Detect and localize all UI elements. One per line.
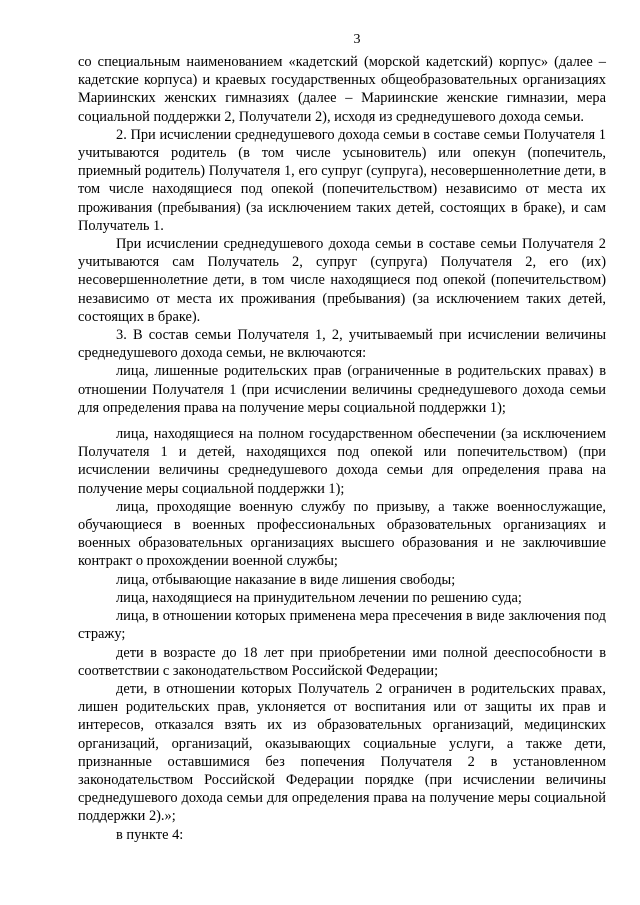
paragraph-clause-3: 3. В состав семьи Получателя 1, 2, учитываемый при исчислении величины среднедушевого дохода семьи, не включаются: [78, 327, 606, 362]
list-item-restricted-rights-children: дети, в отношении которых Получатель 2 ограничен в родительских правах, лишен родительских прав, уклоняется от воспитания или от защиты их прав и интересов, отказался взять их из образовательных организаций, медицинских организаций, организаций, оказывающих социальные услуги, а также дети, признанные оставшимися без попечения Получателя 2 в установленном законодательством Российской Федерации порядке (при исчислении величины среднедушевого дохода семьи для определения права на получение меры социальной поддержки 2).»; [78, 680, 606, 825]
list-item-deprived-parents: лица, лишенные родительских прав (ограниченные в родительских правах) в отношении Получателя 1 (при исчислении величины среднедушевого дохода семьи для определения права на получение меры социальной поддержки 1); [78, 363, 606, 416]
list-item-military: лица, проходящие военную службу по призыву, а также военнослужащие, обучающиеся в военных профессиональных образовательных организациях и военных образовательных организациях высшего образования и не заключившие контракт о прохождении военной службы; [78, 498, 606, 570]
list-item-custody: лица, в отношении которых применена мера пресечения в виде заключения под стражу; [78, 608, 606, 643]
list-item-emancipated-children: дети в возрасте до 18 лет при приобретении ими полной дееспособности в соответствии с законодательством Российской Федерации; [78, 644, 606, 679]
list-item-compulsory-treatment: лица, находящиеся на принудительном лечении по решению суда; [116, 589, 522, 606]
list-item-state-support: лица, находящиеся на полном государственном обеспечении (за исключением Получателя 1 и детей, находящихся под опекой или попечительством) (при исчислении величины среднедушевого дохода семьи для определения права на получение меры социальной поддержки 1); [78, 426, 606, 497]
document-body [78, 53, 606, 844]
paragraph-point-4: в пункте 4: [116, 826, 184, 843]
list-item-imprisoned: лица, отбывающие наказание в виде лишения свободы; [116, 571, 456, 588]
paragraph-recipient-2-family: При исчислении среднедушевого дохода семьи в составе семьи Получателя 2 учитываются сам Получатель 2, супруг (супруга) Получателя 2, его (их) несовершеннолетние дети, в том числе находящиеся под опекой (попечительством) независимо от места их проживания (пребывания) (за исключением таких детей, состоящих в браке). [78, 236, 606, 325]
paragraph-clause-2: 2. При исчислении среднедушевого дохода семьи в составе семьи Получателя 1 учитываются родитель (в том числе усыновитель) или опекун (попечитель, приемный родитель) Получателя 1, его супруг (супруга), несовершеннолетние дети, в том числе находящиеся под опекой (попечительством) независимо от места их проживания (пребывания) (за исключением таких детей, состоящих в браке), и сам Получатель 1. [78, 126, 606, 234]
page-number: 3 [353, 32, 361, 47]
paragraph-continuation: со специальным наименованием «кадетский (морской кадетский) корпус» (далее – кадетские корпуса) и краевых государственных общеобразовательных организациях Мариинских женских гимназиях (далее – Мариинские женские гимназии, мера социальной поддержки 2, Получатели 2), исходя из среднедушевого дохода семьи. [78, 54, 606, 125]
